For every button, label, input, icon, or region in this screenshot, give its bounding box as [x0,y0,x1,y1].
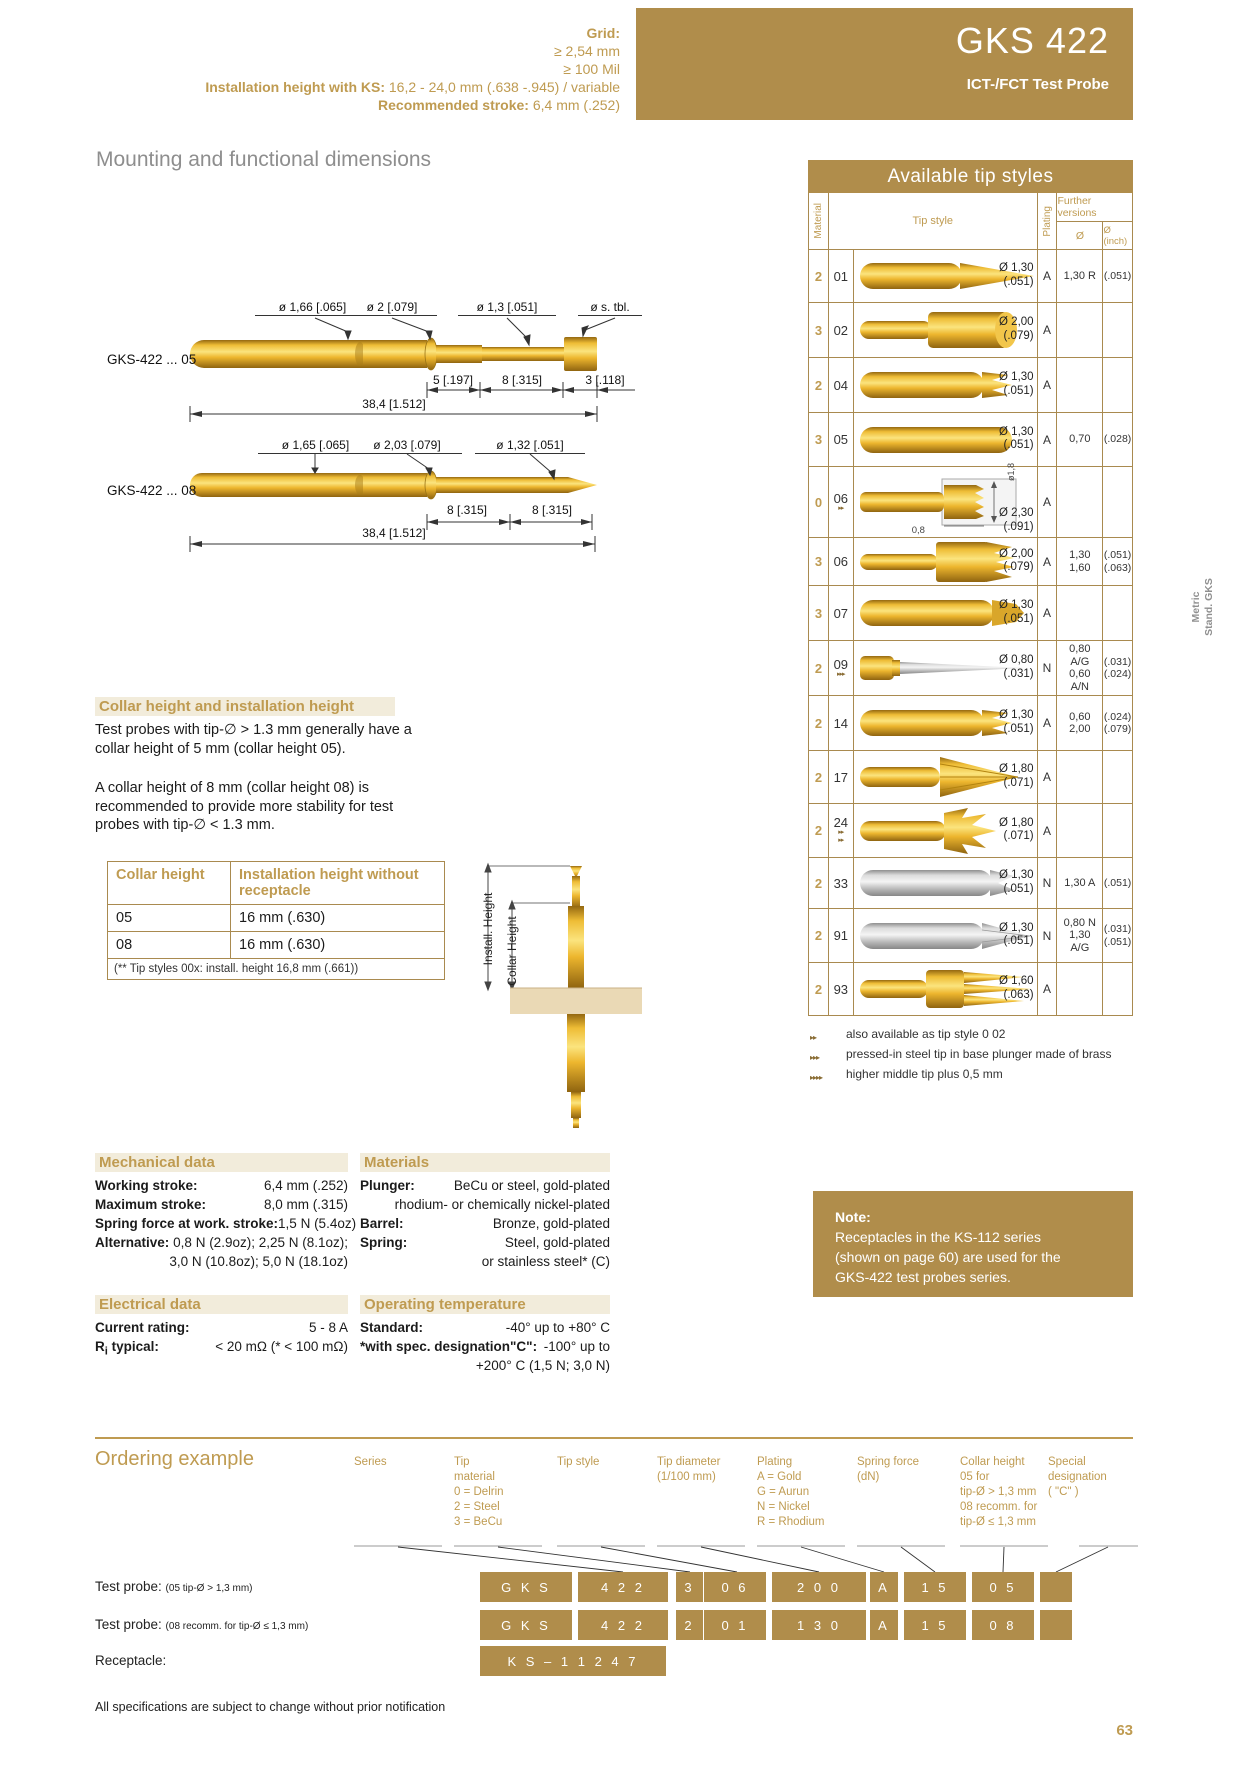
tip-number-cell: 17 [828,751,853,803]
tip-style-row [809,537,1132,585]
ordering-code-box [972,1610,1034,1640]
temperature-value: +200° C (1,5 N; 3,0 N) [475,1358,610,1373]
code-segment: K S – 1 1 2 4 7 [507,1653,639,1669]
temperature-value: -100° up to [543,1339,610,1354]
code-segment: A [878,1579,890,1595]
tip-number-cell: 24 ▸▸ ▸▸ [828,804,853,857]
tip-footnote [810,1046,1140,1066]
grid-mil: ≥ 100 Mil [563,61,620,77]
plating-cell: A [1037,250,1057,302]
electrical-label: $R_i$ typical: [95,1339,159,1358]
further-version-inch-cell [1102,804,1132,857]
tip-number-cell: 33 [828,858,853,908]
code-segment: 4 2 2 [601,1579,645,1595]
ordering-row-label: Test probe: (05 tip-Ø > 1,3 mm) [95,1579,253,1594]
tip-style-row [809,803,1132,857]
further-version-dia-cell [1056,467,1102,537]
collar-row-08-value: 16 mm (.630) [239,937,326,953]
tip-number-cell: 07 [828,586,853,640]
further-version-dia-cell [1056,751,1102,803]
collar-row-08: 08 [108,932,231,958]
note-box [813,1191,1133,1297]
ordering-code-box [772,1610,866,1640]
temperature-value: -40° up to +80° C [505,1320,610,1335]
tip-image-cell [853,538,1037,585]
inner-dim-horizontal: 0,8 [911,525,925,536]
code-segment [1040,1610,1072,1640]
plating-cell: N [1037,641,1057,695]
further-version-dia-cell: 1,30 R [1056,250,1102,302]
plating-cell: A [1037,586,1057,640]
collar-row-05-value: 16 mm (.630) [239,910,326,926]
plating-cell: N [1037,858,1057,908]
tip-diameter-label: Ø 1,30 (.051) [999,262,1034,288]
tip-diameter-label: Ø 1,30 (.051) [999,371,1034,397]
plating-cell: A [1037,303,1057,357]
code-segment: 2 [684,1617,695,1633]
tip-number-cell: 06 ▸▸ [828,467,853,537]
tip-table-header [808,193,1133,250]
tip-footnote [810,1066,1140,1086]
temperature-heading: Operating temperature [360,1295,610,1314]
ordering-code-box [1040,1572,1072,1602]
tip-diameter-label: Ø 1,30 (.051) [999,425,1034,452]
note-title: Note: [835,1209,871,1225]
note-line2: (shown on page 60) are used for the [835,1249,1061,1265]
tip-style-row [809,412,1132,466]
material-label: Barrel: [360,1216,404,1231]
further-version-dia-cell [1056,586,1102,640]
material-value: Steel, gold-plated [504,1235,610,1250]
probe-08-name: GKS-422 ... 08 [107,483,197,498]
tip-image-cell [853,303,1037,357]
tip-diameter-label: Ø 1,30 (.051) [999,709,1034,735]
col-material: Material [812,203,824,239]
material-cell: 2 [814,715,823,731]
dim-label: ø 2 [.079] [347,300,437,316]
ordering-row-note: (08 recomm. for tip-Ø ≤ 1,3 mm) [165,1621,309,1632]
brand-box [636,8,1133,120]
tip-style-row [809,750,1132,803]
material-cell: 3 [814,432,823,447]
ordering-column-header: Series [354,1456,387,1468]
plating-cell: A [1037,804,1057,857]
tip-image-cell [853,641,1037,695]
header-specs [90,24,620,114]
tip-diameter-label: Ø 1,30 (.051) [999,921,1034,948]
inner-dim-vertical: ø1,8 [1005,462,1016,481]
footnote-marker: ▸▸▸▸ [810,1073,823,1082]
material-value: BeCu or steel, gold-plated [453,1178,610,1193]
code-segment: 3 [684,1579,695,1595]
materials-rows [360,1176,610,1271]
col-tip-style: Tip style [912,215,953,227]
tip-style-row [809,250,1132,302]
ordering-code-box [480,1572,572,1602]
footnote-marker: ▸▸ [810,1033,817,1042]
mech-label: Working stroke: [95,1178,198,1193]
plating-cell: A [1037,751,1057,803]
mech-value: 1,5 N (5.4oz) [278,1216,357,1231]
tip-image-cell [853,696,1037,750]
material-value: Bronze, gold-plated [492,1216,610,1231]
material-cell: 3 [814,605,823,621]
material-cell: 2 [814,823,823,838]
tip-image-cell [853,462,1037,537]
tip-table-title: Available tip styles [808,160,1133,193]
ordering-code-box [676,1572,766,1602]
collar-paragraph-1: Test probes with tip-∅ > 1.3 mm generally have a collar height of 5 mm (collar height 05). [95,722,412,757]
ordering-code-box [904,1572,966,1602]
code-segment: 0 6 [703,1572,766,1602]
further-version-inch-cell [1102,358,1132,412]
material-cell: 2 [814,268,823,284]
further-version-inch-cell: (.051) [1102,250,1132,302]
ordering-column-header: Collar height 05 for tip-Ø > 1,3 mm 08 recomm. for tip-Ø ≤ 1,3 mm [960,1456,1038,1528]
collar-heading: Collar height and installation height [95,697,395,716]
ordering-divider [95,1437,1133,1439]
ordering-code-box [870,1572,898,1602]
electrical-heading: Electrical data [95,1295,348,1314]
material-label: Spring: [360,1235,408,1250]
tip-diameter-label: Ø 1,80 (.071) [999,816,1034,843]
ordering-row-note: (05 tip-Ø > 1,3 mm) [165,1583,253,1594]
material-cell: 0 [814,494,823,510]
material-cell: 3 [814,554,823,569]
further-version-inch-cell: (.031) (.051) [1102,909,1132,962]
further-version-dia-cell: 0,80 N 1,30 A/G [1056,909,1102,962]
mech-label: Spring force at work. stroke: [95,1216,279,1231]
dim-value: 5 [.197] [432,373,474,387]
temperature-label: Standard: [360,1320,424,1335]
ordering-code-box [676,1610,766,1640]
tip-style-row [809,640,1132,695]
ordering-fan-lines [95,1542,1140,1574]
side-tab-line1: Metric [1190,591,1202,623]
material-value: rhodium- or chemically nickel-plated [394,1197,610,1212]
further-version-inch-cell [1102,303,1132,357]
material-cell: 2 [814,875,823,891]
code-segment: A [878,1617,890,1633]
further-version-dia-cell: 0,60 2,00 [1056,696,1102,750]
col-dia-inch: Ø (inch) [1103,224,1128,247]
install-height-line [90,78,620,96]
tip-diameter-label: Ø 0,80 (.031) [999,654,1034,680]
ordering-code-box [1040,1610,1072,1640]
electrical-value: < 20 mΩ (* < 100 mΩ) [215,1339,348,1354]
col-plating: Plating [1041,205,1053,237]
further-version-inch-cell [1102,467,1132,537]
ordering-row-label: Receptacle: [95,1653,167,1668]
plating-cell: A [1037,413,1057,466]
col-dia: Ø [1075,229,1085,242]
tip-style-row [809,857,1132,908]
col-further-versions: Further versions [1057,195,1097,219]
dim-total: 38,4 [1.512] [362,397,426,411]
ordering-code-box [972,1572,1034,1602]
tip-image-cell [853,963,1037,1015]
further-version-dia-cell: 1,30 1,60 [1056,538,1102,585]
tip-table-footnotes [810,1026,1140,1086]
dim-label: ø 1,3 [.051] [458,300,556,316]
mech-value: 0,8 N (2.9oz); 2,25 N (8.1oz); [173,1235,348,1250]
further-version-inch-cell: (.024) (.079) [1102,696,1132,750]
tip-style-row [809,585,1132,640]
material-cell: 2 [814,660,823,676]
product-subtitle: ICT-/FCT Test Probe [966,76,1109,93]
grid-mm: ≥ 2,54 mm [553,43,620,59]
code-segment: G K S [501,1579,551,1595]
plating-cell: A [1037,963,1057,1015]
tip-number-cell: 93 [828,963,853,1015]
material-value: or stainless steel* (C) [481,1254,610,1269]
product-title: GKS 422 [955,20,1109,61]
probe-diagram-08-drawing [95,440,755,580]
ordering-code-box [480,1610,572,1640]
page-number: 63 [1116,1722,1133,1739]
tip-style-row [809,357,1132,412]
plating-cell: A [1037,538,1057,585]
dim-label: ø 1,66 [.065] [255,300,370,316]
dim-total: 38,4 [1.512] [362,526,426,540]
further-version-inch-cell [1102,751,1132,803]
plating-cell: A [1037,467,1057,537]
electrical-rows [95,1318,348,1362]
code-segment: 1 3 0 [797,1617,841,1633]
tip-image-cell [853,804,1037,857]
side-tab-label [1190,532,1216,682]
further-version-dia-cell: 0,80 A/G 0,60 A/N [1056,641,1102,695]
tip-image-cell [853,751,1037,803]
tip-number-cell: 05 [828,413,853,466]
code-segment: 0 8 [989,1617,1017,1633]
mech-value: 3,0 N (10.8oz); 5,0 N (18.1oz) [169,1254,348,1269]
footnote-marker: ▸▸▸ [810,1053,820,1062]
note-line3: GKS-422 test probes series. [835,1269,1011,1285]
plating-cell: A [1037,358,1057,412]
tip-image-cell [853,586,1037,640]
code-segment: 0 1 [703,1610,766,1640]
side-tab-line2: Stand. GKS [1203,578,1215,636]
further-version-inch-cell [1102,963,1132,1015]
material-cell: 2 [814,377,823,393]
tip-diameter-label: Ø 2,00 (.079) [999,316,1034,342]
code-segment: 0 5 [989,1579,1017,1595]
further-version-dia-cell [1056,804,1102,857]
collar-height-table [107,861,445,980]
mech-value: 8,0 mm (.315) [263,1197,348,1212]
dim-label: ø 2,03 [.079] [352,438,462,454]
ordering-code-box [870,1610,898,1640]
tip-footnote [810,1026,1140,1046]
ordering-column-header: Plating A = Gold G = Aurun N = Nickel R = Rhodium [757,1456,825,1528]
mech-label: Alternative: [95,1235,170,1250]
tip-diameter-label: Ø 1,30 (.051) [999,599,1034,625]
code-segment: 1 5 [921,1579,949,1595]
tip-style-row [809,962,1132,1015]
tip-number-cell: 01 [828,250,853,302]
dim-label: ø 1,65 [.065] [258,438,373,454]
collar-col1-header: Collar height [108,862,231,904]
collar-col2-header: Installation height without receptacle [239,867,419,899]
ordering-code-box [578,1572,668,1602]
ordering-code-box [578,1610,668,1640]
code-segment: 4 2 2 [601,1617,645,1633]
tip-style-row [809,695,1132,750]
collar-paragraph-2: A collar height of 8 mm (collar height 08) is recommended to provide more stability for test probes with tip-∅ < 1.3 mm. [95,780,394,833]
tip-number-cell: 04 [828,358,853,412]
further-version-dia-cell [1056,358,1102,412]
tip-number-cell: 06 [828,538,853,585]
install-height-value: 16,2 - 24,0 mm (.638 -.945) / variable [385,79,620,95]
mech-value: 6,4 mm (.252) [263,1178,348,1193]
available-tip-styles-table [808,160,1133,1016]
tip-image-cell [853,413,1037,466]
recommended-stroke-line [90,96,620,114]
ordering-code-box [480,1646,666,1676]
dim-value: 8 [.315] [501,373,543,387]
tip-number-cell: 91 [828,909,853,962]
tip-image-cell [853,909,1037,962]
code-segment [1040,1572,1072,1602]
tip-number-cell: 14 [828,696,853,750]
dim-label: ø s. tbl. [578,300,642,316]
collar-table-footnote: (** Tip styles 00x: install. height 16,8 mm (.661)) [114,963,359,975]
material-cell: 2 [814,769,823,785]
tip-table-rows [808,250,1133,1016]
plating-cell: A [1037,696,1057,750]
further-version-dia-cell: 1,30 A [1056,858,1102,908]
material-cell: 3 [814,322,823,338]
plating-cell: N [1037,909,1057,962]
ordering-title: Ordering example [95,1448,254,1470]
code-segment: 1 5 [921,1617,949,1633]
code-segment: 2 0 0 [797,1579,841,1595]
grid-label: Grid: [586,25,620,41]
ordering-column-header: Tip style [557,1456,600,1468]
material-cell: 2 [814,981,823,997]
further-version-inch-cell: (.031) (.024) [1102,641,1132,695]
install-height-vertical-label: Install. Height [481,892,495,966]
install-height-label: Installation height with KS: [205,79,385,95]
tip-style-row [809,302,1132,357]
tip-diameter-label: Ø 2,00 (.079) [999,547,1034,574]
tip-style-row [809,908,1132,962]
material-label: Plunger: [360,1178,415,1193]
note-line1: Receptacles in the KS-112 series [835,1229,1041,1245]
further-version-inch-cell: (.028) [1102,413,1132,466]
probe-05-name: GKS-422 ... 05 [107,352,197,367]
footnote-text: higher middle tip plus 0,5 mm [846,1067,1003,1081]
tip-diameter-label: Ø 2,30 (.091) [999,507,1034,534]
tip-image-cell [853,858,1037,908]
tip-image-cell [853,358,1037,412]
electrical-value: 5 - 8 A [308,1320,348,1335]
installation-height-figure [470,858,645,1130]
code-segment: G K S [501,1617,551,1633]
collar-height-vertical-label: Collar Height [505,916,519,986]
tip-diameter-label: Ø 1,80 (.071) [999,763,1034,789]
page-title: Mounting and functional dimensions [96,148,432,171]
materials-heading: Materials [360,1153,610,1172]
tip-style-row [809,462,1132,537]
footnote-text: also available as tip style 0 02 [846,1027,1006,1041]
ordering-column-header: Special designation ( "C" ) [1048,1456,1107,1498]
footnote-text: pressed-in steel tip in base plunger made of brass [846,1047,1112,1061]
tip-diameter-label: Ø 1,30 (.051) [999,869,1034,895]
footer-disclaimer: All specifications are subject to change without prior notification [95,1700,446,1714]
dim-value: 8 [.315] [531,503,573,517]
tip-number-cell: 09 ▸▸▸ [828,641,853,695]
further-version-inch-cell: (.051) [1102,858,1132,908]
dim-value: 8 [.315] [446,503,488,517]
further-version-dia-cell: 0,70 [1056,413,1102,466]
temperature-label: *with spec. designation"C": [360,1339,538,1354]
tip-number-cell: 02 [828,303,853,357]
further-version-inch-cell [1102,586,1132,640]
further-version-dia-cell [1056,963,1102,1015]
recommended-stroke-value: 6,4 mm (.252) [528,97,620,113]
electrical-label: Current rating: [95,1320,190,1335]
collar-row-05: 05 [108,905,231,931]
tip-diameter-label: Ø 1,60 (.063) [999,975,1034,1001]
temperature-rows [360,1318,610,1375]
ordering-column-header: Tip diameter (1/100 mm) [657,1456,721,1483]
recommended-stroke-label: Recommended stroke: [378,97,529,113]
further-version-inch-cell: (.051) (.063) [1102,538,1132,585]
ordering-row-label: Test probe: (08 recomm. for tip-Ø ≤ 1,3 mm) [95,1617,309,1632]
ordering-column-header: Spring force (dN) [857,1456,920,1483]
material-cell: 2 [814,928,823,943]
ordering-code-box [772,1572,866,1602]
dim-label: ø 1,32 [.051] [475,438,585,454]
further-version-dia-cell [1056,303,1102,357]
dim-value: 3 [.118] [585,373,625,387]
mech-label: Maximum stroke: [95,1197,207,1212]
mechanical-rows [95,1176,357,1271]
ordering-code-box [904,1610,966,1640]
tip-image-cell [853,250,1037,302]
mechanical-heading: Mechanical data [95,1153,348,1172]
ordering-column-header: Tip material 0 = Delrin 2 = Steel 3 = BeCu [454,1456,504,1528]
